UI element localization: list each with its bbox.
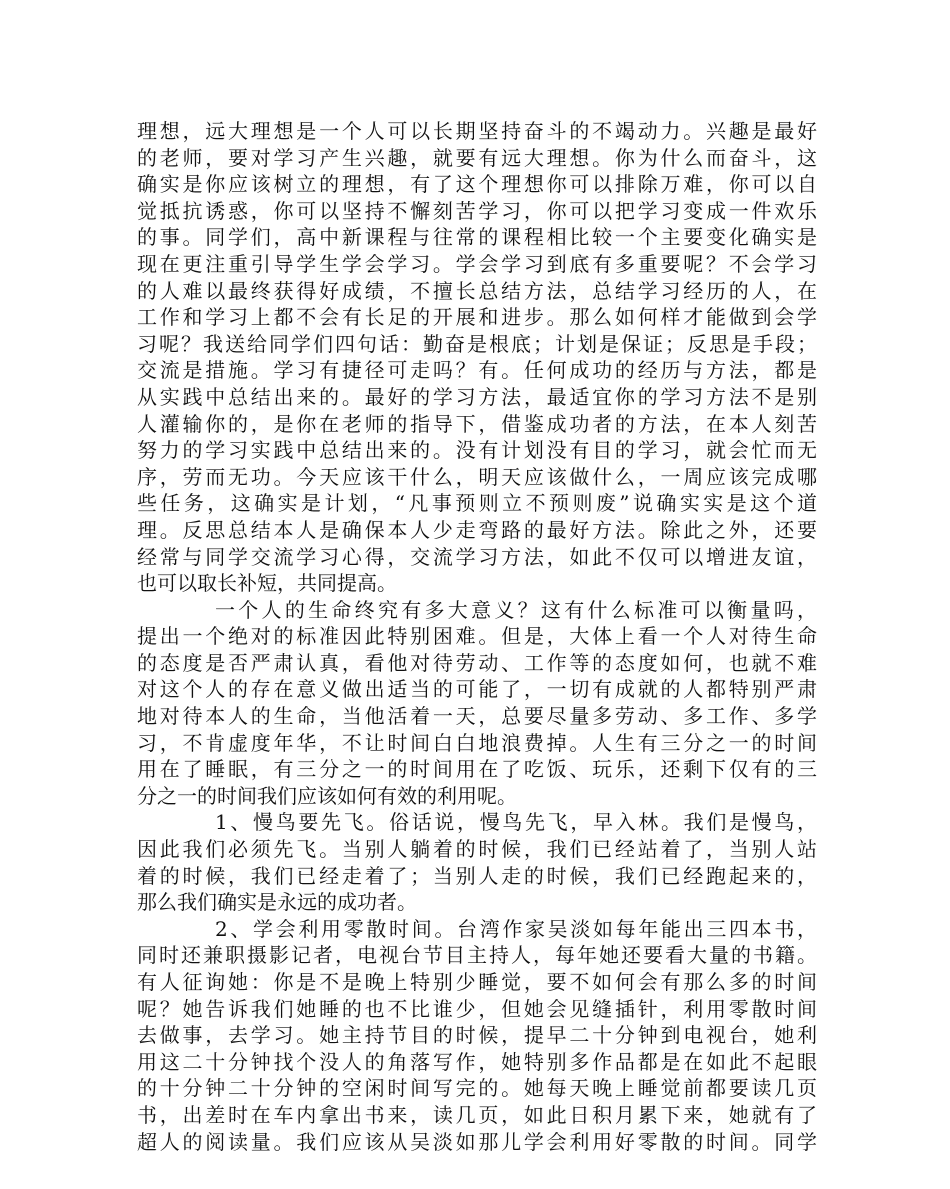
paragraph	[137, 118, 817, 597]
text-line: 去做事，去学习。她主持节目的时候，提早二十分钟到电视台，她利	[137, 1023, 817, 1048]
text-line: 也可以取长补短，共同提高。	[137, 571, 397, 596]
text-line: 习呢？我送给同学们四句话：勤奋是根底；计划是保证；反思是手段；	[137, 331, 817, 356]
text-line: 有人征询她：你是不是晚上特别少睡觉，要不如何会有那么多的时间	[137, 970, 817, 994]
text-line: 习，不肯虚度年华，不让时间白白地浪费掉。人生有三分之一的时间	[137, 730, 817, 755]
text-line: 序，劳而无功。今天应该干什么，明天应该做什么，一周应该完成哪	[137, 464, 817, 489]
text-line: 的老师，要对学习产生兴趣，就要有远大理想。你为什么而奋斗，这	[137, 145, 817, 170]
text-line: 用这二十分钟找个没人的角落写作，她特别多作品都是在如此不起眼	[137, 1049, 817, 1074]
text-line: 地对待本人的生命，当他活着一天，总要尽量多劳动、多工作、多学	[137, 704, 817, 729]
text-line: 超人的阅读量。我们应该从吴淡如那儿学会利用好零散的时间。同学	[137, 1129, 817, 1154]
text-line: 人灌输你的，是你在老师的指导下，借鉴成功者的方法，在本人刻苦	[137, 411, 817, 436]
text-line: 的十分钟二十分钟的空闲时间写完的。她每天晚上睡觉前都要读几页	[137, 1076, 817, 1101]
paragraph	[137, 916, 817, 1155]
text-line: 交流是措施。学习有捷径可走吗？有。任何成功的经历与方法，都是	[137, 358, 817, 383]
text-line: 理想，远大理想是一个人可以长期坚持奋斗的不竭动力。兴趣是最好	[137, 119, 817, 143]
text-line: 呢？她告诉我们她睡的也不比谁少，但她会见缝插针，利用零散时间	[137, 996, 817, 1021]
text-line: 的态度是否严肃认真，看他对待劳动、工作等的态度如何，也就不难	[137, 650, 817, 675]
text-line: 对这个人的存在意义做出适当的可能了，一切有成就的人都特别严肃	[137, 677, 817, 702]
text-line: 些任务，这确实是计划，“凡事预则立不预则废”说确实实是这个道	[137, 491, 817, 516]
text-line: 同时还兼职摄影记者，电视台节目主持人，每年她还要看大量的书籍。	[137, 943, 817, 968]
document-body	[137, 118, 817, 1155]
text-line: 的事。同学们，高中新课程与往常的课程相比较一个主要变化确实是	[137, 225, 817, 250]
text-line: 工作和学习上都不会有长足的开展和进步。那么如何样才能做到会学	[137, 305, 817, 330]
text-line: 一个人的生命终究有多大意义？这有什么标准可以衡量吗，	[215, 597, 817, 622]
text-line: 因此我们必须先飞。当别人躺着的时候，我们已经站着了，当别人站	[137, 837, 817, 862]
text-line: 分之一的时间我们应该如何有效的利用呢。	[137, 783, 517, 808]
text-line: 经常与同学交流学习心得，交流学习方法，如此不仅可以增进友谊，	[137, 544, 817, 569]
text-line: 觉抵抗诱惑，你可以坚持不懈刻苦学习，你可以把学习变成一件欢乐	[137, 198, 817, 223]
text-line: 2、学会利用零散时间。台湾作家吴淡如每年能出三四本书，	[215, 916, 817, 941]
text-line: 的人难以最终获得好成绩，不擅长总结方法，总结学习经历的人，在	[137, 278, 817, 303]
text-line: 提出一个绝对的标准因此特别困难。但是，大体上看一个人对待生命	[137, 624, 817, 649]
text-line: 确实是你应该树立的理想，有了这个理想你可以排除万难，你可以自	[137, 172, 817, 197]
text-line: 从实践中总结出来的。最好的学习方法，最适宜你的学习方法不是别	[137, 384, 817, 409]
text-line: 理。反思总结本人是确保本人少走弯路的最好方法。除此之外，还要	[137, 517, 817, 542]
paragraph	[137, 809, 817, 915]
text-line: 用在了睡眠，有三分之一的时间用在了吃饭、玩乐，还剩下仅有的三	[137, 757, 817, 782]
text-line: 1、慢鸟要先飞。俗话说，慢鸟先飞，早入林。我们是慢鸟，	[215, 810, 817, 835]
text-line: 书，出差时在车内拿出书来，读几页，如此日积月累下来，她就有了	[137, 1102, 817, 1127]
text-line: 那么我们确实是永远的成功者。	[137, 890, 417, 915]
text-line: 着的时候，我们已经走着了；当别人走的时候，我们已经跑起来的，	[137, 863, 817, 888]
paragraph	[137, 597, 817, 810]
text-line: 努力的学习实践中总结出来的。没有计划没有目的学习，就会忙而无	[137, 438, 817, 463]
text-line: 现在更注重引导学生学会学习。学会学习到底有多重要呢？不会学习	[137, 251, 817, 276]
